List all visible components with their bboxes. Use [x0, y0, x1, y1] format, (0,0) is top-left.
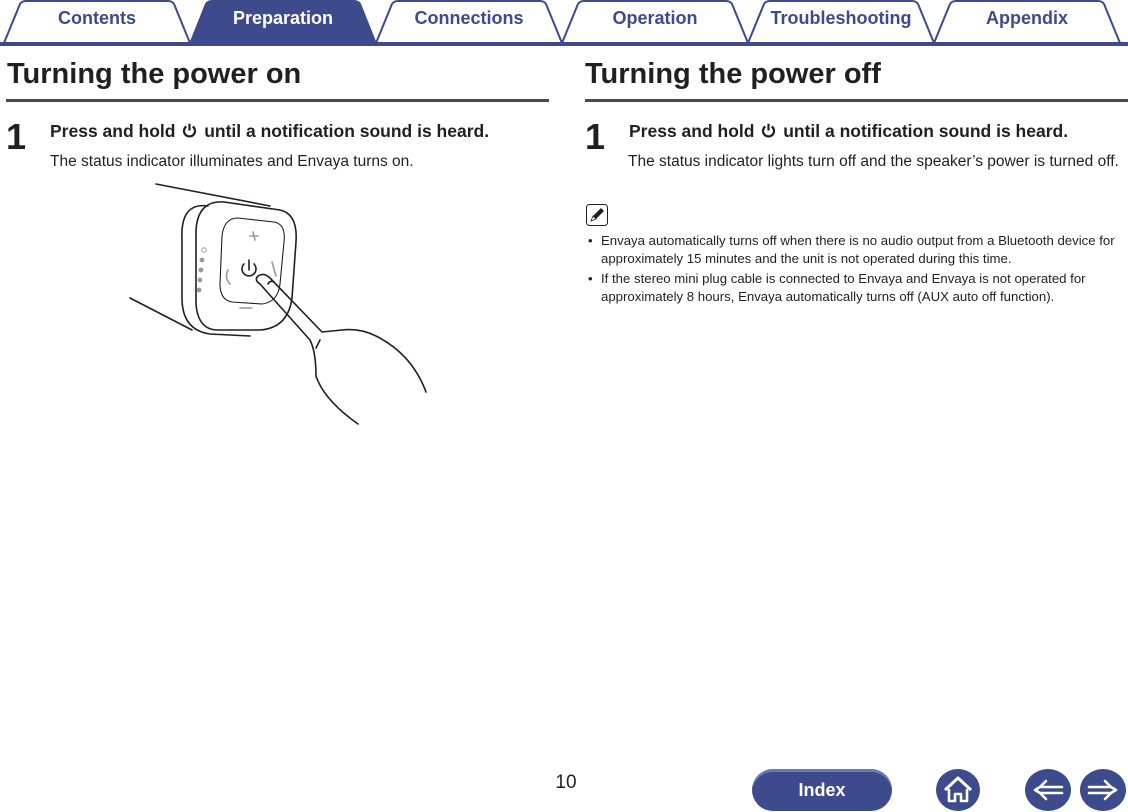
speaker-power-illustration: [120, 180, 440, 430]
tab-contents[interactable]: Contents: [58, 8, 136, 28]
step-text-after: until a notification sound is heard.: [783, 121, 1069, 141]
step-instruction: [50, 121, 489, 142]
step-text-before: Press and hold: [50, 121, 176, 141]
heading-rule: [6, 99, 549, 102]
note-item: • If the stereo mini plug cable is connected to Envaya and Envaya is not operated for approximately 8 hours, Envaya automatically turns off (AUX auto off function).: [588, 270, 1128, 305]
tab-connections[interactable]: Connections: [414, 8, 524, 28]
back-button[interactable]: [1024, 768, 1072, 812]
tab-bar: [0, 0, 1128, 46]
step-description: The status indicator lights turn off and the speaker’s power is turned off.: [628, 153, 1119, 170]
step-text-after: until a notification sound is heard.: [204, 121, 490, 141]
section-heading-power-off: Turning the power off: [585, 58, 881, 90]
status-indicator-dots: [197, 248, 207, 293]
step-number: 1: [585, 116, 606, 157]
notes-list: [588, 232, 1128, 308]
power-icon: [760, 122, 777, 139]
tab-preparation[interactable]: Preparation: [232, 8, 334, 28]
step-number: 1: [6, 116, 27, 157]
step-description: The status indicator illuminates and Envaya turns on.: [50, 153, 414, 170]
step-text-before: Press and hold: [629, 121, 755, 141]
note-pencil-icon: [586, 204, 608, 226]
note-item: • Envaya automatically turns off when there is no audio output from a Bluetooth device for approximately 15 minutes and the unit is not operated during this time.: [588, 232, 1128, 267]
heading-rule: [585, 99, 1128, 102]
index-button[interactable]: Index: [752, 769, 892, 811]
forward-button[interactable]: [1079, 768, 1127, 812]
tab-operation[interactable]: Operation: [612, 8, 698, 28]
step-instruction: [629, 121, 1068, 142]
tab-troubleshooting[interactable]: Troubleshooting: [770, 8, 912, 28]
power-icon: [181, 122, 198, 139]
section-heading-power-on: Turning the power on: [7, 58, 302, 90]
home-button[interactable]: [935, 768, 981, 812]
tab-appendix[interactable]: Appendix: [985, 8, 1068, 28]
page-number: 10: [555, 772, 577, 793]
